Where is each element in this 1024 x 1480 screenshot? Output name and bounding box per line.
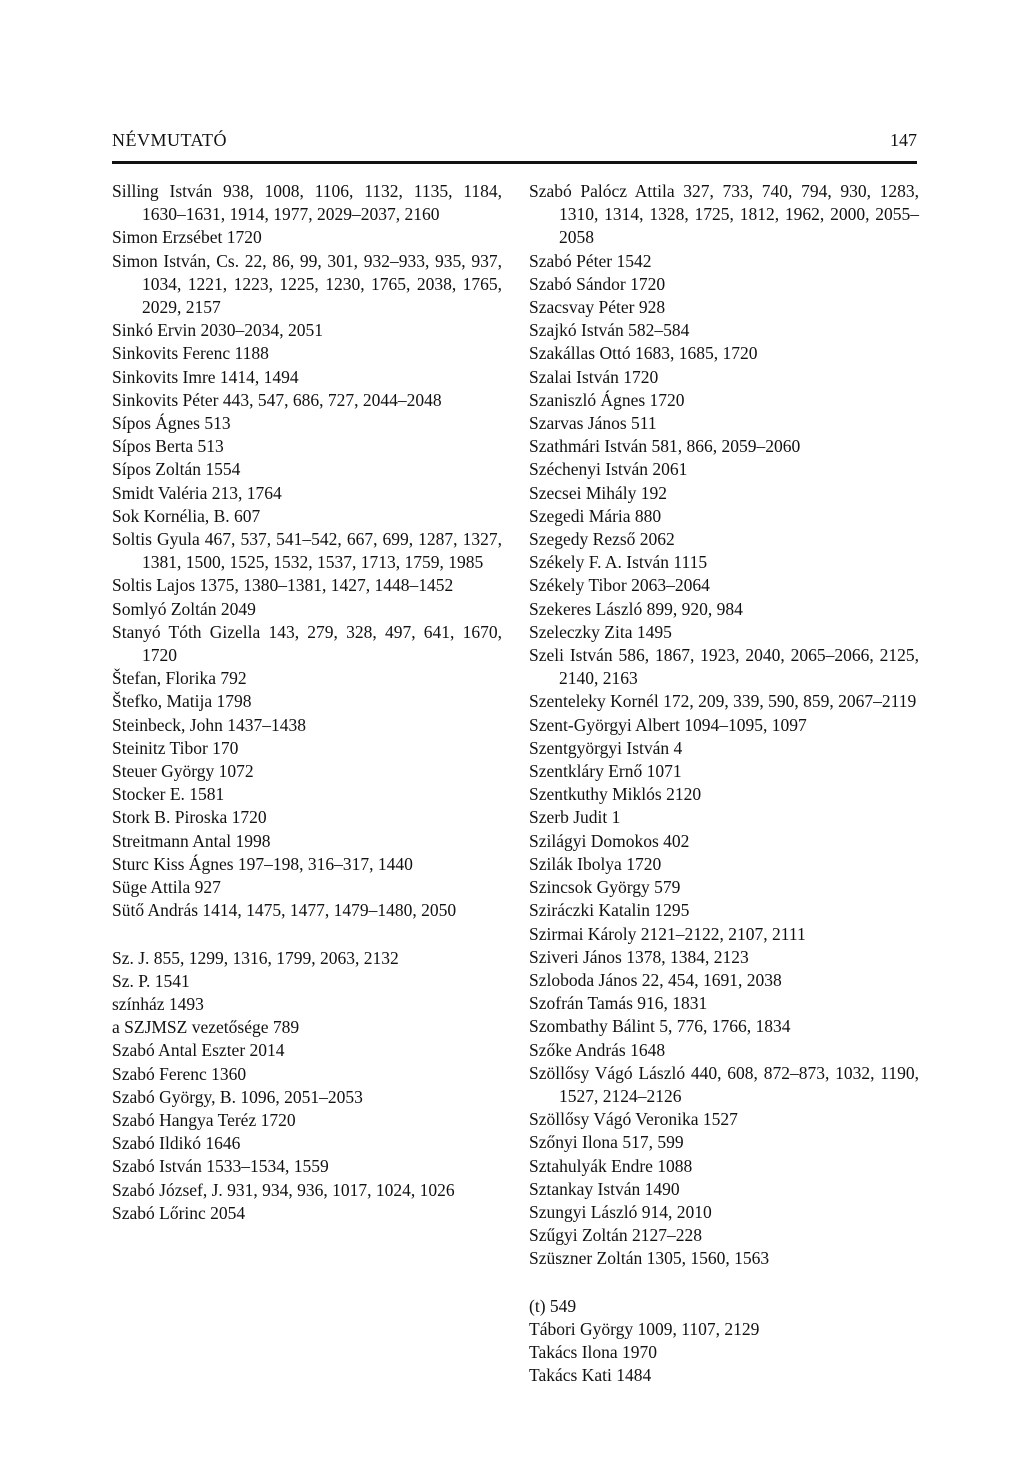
right-index-column	[529, 180, 919, 1387]
index-entry: Széchenyi István 2061	[529, 459, 688, 480]
index-entry: Steuer György 1072	[112, 761, 254, 782]
index-entry: Simon István, Cs. 22, 86, 99, 301, 932–933, 935, 937, 1034, 1221, 1223, 1225, 1230, 1765, 2038, 1765, 2029, 2157	[112, 250, 502, 318]
index-entry: Szabó Ferenc 1360	[112, 1063, 247, 1084]
index-entry: Takács Ilona 1970	[529, 1341, 658, 1362]
page-number: 147	[890, 130, 917, 150]
index-entry: Szabó Ildikó 1646	[112, 1133, 241, 1154]
index-entry: Tábori György 1009, 1107, 2129	[529, 1318, 760, 1339]
index-entry: Smidt Valéria 213, 1764	[112, 482, 282, 503]
index-entry: Szakállas Ottó 1683, 1685, 1720	[529, 343, 758, 364]
index-entry: Szerb Judit 1	[529, 807, 621, 828]
index-entry: Szincsok György 579	[529, 877, 681, 898]
index-entry: Szabó Antal Eszter 2014	[112, 1040, 285, 1061]
index-entry: Stork B. Piroska 1720	[112, 807, 267, 828]
index-entry: Szent-Györgyi Albert 1094–1095, 1097	[529, 714, 807, 735]
index-entry: Szungyi László 914, 2010	[529, 1201, 712, 1222]
index-entry: Sütő András 1414, 1475, 1477, 1479–1480, 2050	[112, 900, 457, 921]
index-entry: Sípos Ágnes 513	[112, 413, 231, 434]
index-entry: Szabó József, J. 931, 934, 936, 1017, 1024, 1026	[112, 1179, 455, 1200]
index-entry: Somlyó Zoltán 2049	[112, 598, 256, 619]
index-entry: Szarvas János 511	[529, 413, 657, 434]
left-index-column	[112, 180, 502, 1225]
index-entry: Szenteleky Kornél 172, 209, 339, 590, 859, 2067–2119	[529, 691, 917, 712]
index-entry: Streitmann Antal 1998	[112, 830, 271, 851]
index-entry: Steinitz Tibor 170	[112, 737, 239, 758]
index-entry: Székely Tibor 2063–2064	[529, 575, 710, 596]
index-entry: Szentkuthy Miklós 2120	[529, 784, 702, 805]
index-entry: Sinkovits Imre 1414, 1494	[112, 366, 299, 387]
running-head: NÉVMUTATÓ	[112, 130, 228, 150]
index-entry: Szalai István 1720	[529, 366, 659, 387]
index-entry: Sípos Berta 513	[112, 436, 224, 457]
index-entry: Szöllősy Vágó László 440, 608, 872–873, 1032, 1190, 1527, 2124–2126	[529, 1062, 919, 1106]
index-entry: Szentgyörgyi István 4	[529, 737, 683, 758]
index-entry: Sztahulyák Endre 1088	[529, 1155, 693, 1176]
index-entry: Sziveri János 1378, 1384, 2123	[529, 946, 749, 967]
index-entry: Sz. P. 1541	[112, 970, 190, 991]
index-entry: Takács Kati 1484	[529, 1365, 652, 1386]
index-entry: Soltis Lajos 1375, 1380–1381, 1427, 1448–1452	[112, 575, 454, 596]
index-entry: Szabó György, B. 1096, 2051–2053	[112, 1086, 363, 1107]
index-entry: Süge Attila 927	[112, 877, 221, 898]
index-entry: Simon Erzsébet 1720	[112, 227, 262, 248]
index-entry: Szathmári István 581, 866, 2059–2060	[529, 436, 801, 457]
index-entry: Sinkovits Péter 443, 547, 686, 727, 2044–2048	[112, 389, 442, 410]
index-entry: Szaniszló Ágnes 1720	[529, 389, 685, 410]
index-entry: Silling István 938, 1008, 1106, 1132, 1135, 1184, 1630–1631, 1914, 1977, 2029–2037, 2160	[112, 181, 502, 225]
index-entry: Szabó Sándor 1720	[529, 273, 666, 294]
index-entry: Szentkláry Ernő 1071	[529, 761, 682, 782]
page-header	[112, 128, 917, 158]
index-entry: Szöllősy Vágó Veronika 1527	[529, 1109, 738, 1130]
index-entry: Stanyó Tóth Gizella 143, 279, 328, 497, 641, 1670, 1720	[112, 621, 502, 666]
index-entry: Sípos Zoltán 1554	[112, 459, 241, 480]
index-entry: Szeleczky Zita 1495	[529, 621, 672, 642]
index-entry: Szűgyi Zoltán 2127–228	[529, 1225, 703, 1246]
index-entry: Stocker E. 1581	[112, 784, 225, 805]
index-entry: Szegedy Rezső 2062	[529, 529, 675, 550]
header-rule	[112, 161, 917, 164]
index-entry: Szombathy Bálint 5, 776, 1766, 1834	[529, 1016, 791, 1037]
group-gap	[529, 1271, 919, 1295]
group-gap	[112, 923, 502, 947]
index-entry: Sturc Kiss Ágnes 197–198, 316–317, 1440	[112, 853, 413, 874]
index-entry: Szegedi Mária 880	[529, 505, 662, 526]
index-entry: Szőnyi Ilona 517, 599	[529, 1132, 684, 1153]
index-entry: Szőke András 1648	[529, 1039, 666, 1060]
index-entry: (t) 549	[529, 1295, 577, 1316]
index-entry: Sz. J. 855, 1299, 1316, 1799, 2063, 2132	[112, 947, 399, 968]
index-entry: Štefan, Florika 792	[112, 668, 247, 689]
index-entry: Szajkó István 582–584	[529, 320, 690, 341]
index-entry: színház 1493	[112, 993, 204, 1014]
index-entry: Sok Kornélia, B. 607	[112, 505, 261, 526]
index-entry: Székely F. A. István 1115	[529, 552, 708, 573]
index-entry: Szofrán Tamás 916, 1831	[529, 993, 708, 1014]
index-entry: Szabó Lőrinc 2054	[112, 1202, 246, 1223]
index-entry: Štefko, Matija 1798	[112, 691, 252, 712]
index-entry: Szirmai Károly 2121–2122, 2107, 2111	[529, 923, 806, 944]
index-entry: Szilágyi Domokos 402	[529, 830, 690, 851]
index-entry: Sinkovits Ferenc 1188	[112, 343, 269, 364]
index-entry: Szabó Péter 1542	[529, 250, 652, 271]
index-entry: Szabó Hangya Teréz 1720	[112, 1109, 296, 1130]
index-entry: Sztankay István 1490	[529, 1178, 680, 1199]
index-entry: a SZJMSZ vezetősége 789	[112, 1017, 300, 1038]
index-entry: Soltis Gyula 467, 537, 541–542, 667, 699, 1287, 1327, 1381, 1500, 1525, 1532, 1537, 1713, 1759, 1985	[112, 529, 502, 573]
index-entry: Sinkó Ervin 2030–2034, 2051	[112, 320, 323, 341]
index-entry: Szecsei Mihály 192	[529, 482, 668, 503]
index-entry: Szabó Palócz Attila 327, 733, 740, 794, 930, 1283, 1310, 1314, 1328, 1725, 1812, 1962, 2000, 2055–2058	[529, 181, 919, 248]
index-entry: Szabó István 1533–1534, 1559	[112, 1156, 329, 1177]
index-entry: Szilák Ibolya 1720	[529, 853, 662, 874]
index-entry: Szacsvay Péter 928	[529, 297, 666, 318]
index-entry: Szeli István 586, 1867, 1923, 2040, 2065–2066, 2125, 2140, 2163	[529, 645, 919, 689]
index-entry: Szekeres László 899, 920, 984	[529, 598, 743, 619]
index-entry: Szüszner Zoltán 1305, 1560, 1563	[529, 1248, 770, 1269]
index-entry: Sziráczki Katalin 1295	[529, 900, 690, 921]
index-entry: Steinbeck, John 1437–1438	[112, 714, 306, 735]
index-entry: Szloboda János 22, 454, 1691, 2038	[529, 969, 782, 990]
